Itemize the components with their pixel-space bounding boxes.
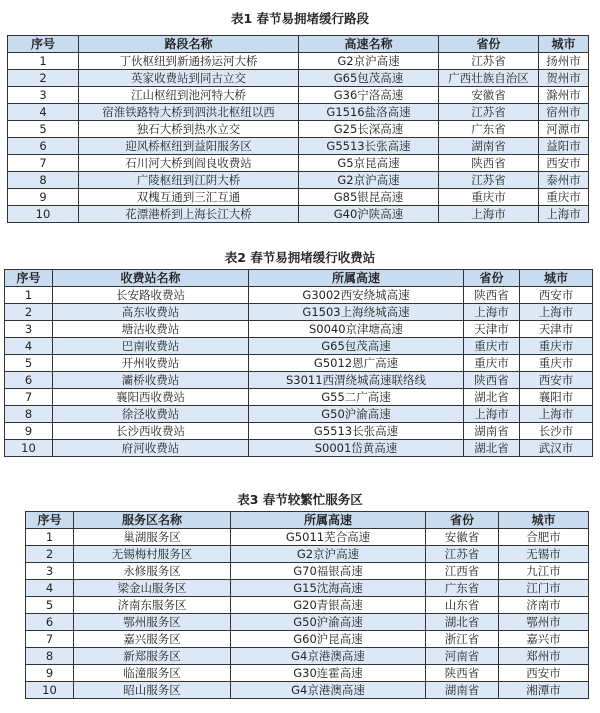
column-header-name: 路段名称 <box>79 36 299 53</box>
cell-index: 6 <box>26 614 74 631</box>
cell-highway: S3011西渭绕城高速联络线 <box>249 372 464 389</box>
cell-index: 3 <box>5 321 53 338</box>
cell-highway: G25长深高速 <box>299 121 439 138</box>
cell-name: 长沙西收费站 <box>53 423 249 440</box>
cell-city: 襄阳市 <box>520 389 593 406</box>
cell-province: 陕西省 <box>439 155 539 172</box>
cell-name: 石川河大桥到阎良收费站 <box>79 155 299 172</box>
cell-index: 1 <box>8 53 79 70</box>
column-header-city: 城市 <box>520 270 593 287</box>
table-row <box>26 597 589 614</box>
cell-highway: G30连霍高速 <box>231 665 426 682</box>
cell-index: 4 <box>8 104 79 121</box>
cell-index: 3 <box>26 563 74 580</box>
cell-highway: G50沪渝高速 <box>249 406 464 423</box>
cell-highway: G36宁洛高速 <box>299 87 439 104</box>
cell-name: 开州收费站 <box>53 355 249 372</box>
cell-city: 西安市 <box>499 665 589 682</box>
cell-highway: G5513长张高速 <box>249 423 464 440</box>
cell-index: 2 <box>26 546 74 563</box>
table-row <box>8 53 589 70</box>
cell-name: 花漂港桥到上海长江大桥 <box>79 206 299 223</box>
column-header-name: 服务区名称 <box>74 512 231 529</box>
cell-index: 10 <box>26 682 74 699</box>
cell-province: 安徽省 <box>439 87 539 104</box>
cell-name: 梁金山服务区 <box>74 580 231 597</box>
table-row <box>8 70 589 87</box>
column-header-city: 城市 <box>539 36 589 53</box>
cell-name: 长安路收费站 <box>53 287 249 304</box>
cell-index: 1 <box>26 529 74 546</box>
cell-index: 4 <box>5 338 53 355</box>
cell-city: 西安市 <box>520 287 593 304</box>
cell-highway: G2京沪高速 <box>231 546 426 563</box>
cell-index: 2 <box>8 70 79 87</box>
cell-city: 益阳市 <box>539 138 589 155</box>
cell-province: 山东省 <box>426 597 499 614</box>
cell-province: 重庆市 <box>439 189 539 206</box>
column-header-province: 省份 <box>464 270 520 287</box>
cell-province: 湖南省 <box>439 138 539 155</box>
cell-province: 江苏省 <box>426 546 499 563</box>
cell-name: 高东收费站 <box>53 304 249 321</box>
cell-highway: G1516盐洛高速 <box>299 104 439 121</box>
cell-city: 贺州市 <box>539 70 589 87</box>
table3 <box>25 511 589 699</box>
table-row <box>8 104 589 121</box>
cell-highway: G5京昆高速 <box>299 155 439 172</box>
column-header-province: 省份 <box>439 36 539 53</box>
cell-highway: G15沈海高速 <box>231 580 426 597</box>
table-row <box>5 355 593 372</box>
cell-name: 府河收费站 <box>53 440 249 457</box>
table-row <box>26 682 589 699</box>
cell-province: 上海市 <box>464 304 520 321</box>
table-row <box>8 155 589 172</box>
cell-name: 塘沽收费站 <box>53 321 249 338</box>
column-header-highway: 所属高速 <box>249 270 464 287</box>
table-row <box>5 338 593 355</box>
cell-highway: G40沪陕高速 <box>299 206 439 223</box>
table-row <box>5 304 593 321</box>
cell-city: 上海市 <box>520 406 593 423</box>
table-header-row <box>5 270 593 287</box>
cell-index: 9 <box>8 189 79 206</box>
cell-highway: G5012恩广高速 <box>249 355 464 372</box>
table2 <box>4 269 593 457</box>
cell-province: 湖北省 <box>464 389 520 406</box>
cell-city: 重庆市 <box>520 355 593 372</box>
cell-index: 8 <box>26 648 74 665</box>
cell-highway: G4京港澳高速 <box>231 648 426 665</box>
cell-index: 9 <box>26 665 74 682</box>
table-row <box>5 406 593 423</box>
cell-city: 宿州市 <box>539 104 589 121</box>
cell-highway: G65包茂高速 <box>299 70 439 87</box>
cell-city: 鄂州市 <box>499 614 589 631</box>
table3-body <box>26 512 589 699</box>
cell-index: 10 <box>5 440 53 457</box>
cell-index: 7 <box>5 389 53 406</box>
cell-name: 徐泾收费站 <box>53 406 249 423</box>
cell-highway: G20青银高速 <box>231 597 426 614</box>
cell-province: 江苏省 <box>439 53 539 70</box>
cell-index: 8 <box>5 406 53 423</box>
cell-province: 河南省 <box>426 648 499 665</box>
cell-city: 武汉市 <box>520 440 593 457</box>
cell-name: 宿淮铁路特大桥到泗洪北枢纽以西 <box>79 104 299 121</box>
cell-city: 西安市 <box>539 155 589 172</box>
table-row <box>8 172 589 189</box>
cell-province: 湖北省 <box>464 440 520 457</box>
cell-name: 嘉兴服务区 <box>74 631 231 648</box>
table1-caption: 表1 春节易拥堵缓行路段 <box>230 11 370 26</box>
cell-name: 丁伙枢纽到新通扬运河大桥 <box>79 53 299 70</box>
cell-index: 7 <box>26 631 74 648</box>
cell-index: 6 <box>5 372 53 389</box>
column-header-province: 省份 <box>426 512 499 529</box>
table-row <box>26 529 589 546</box>
cell-highway: G5513长张高速 <box>299 138 439 155</box>
cell-index: 5 <box>26 597 74 614</box>
cell-name: 独石大桥到热水立交 <box>79 121 299 138</box>
cell-highway: G60沪昆高速 <box>231 631 426 648</box>
column-header-highway: 高速名称 <box>299 36 439 53</box>
cell-province: 重庆市 <box>464 338 520 355</box>
table1-body <box>8 36 589 223</box>
cell-city: 合肥市 <box>499 529 589 546</box>
table-row <box>8 87 589 104</box>
cell-province: 上海市 <box>464 406 520 423</box>
table-row <box>5 372 593 389</box>
cell-name: 昭山服务区 <box>74 682 231 699</box>
cell-name: 济南东服务区 <box>74 597 231 614</box>
cell-province: 浙江省 <box>426 631 499 648</box>
cell-name: 巴南收费站 <box>53 338 249 355</box>
table-row <box>5 287 593 304</box>
cell-index: 9 <box>5 423 53 440</box>
cell-province: 江西省 <box>426 563 499 580</box>
cell-province: 安徽省 <box>426 529 499 546</box>
cell-province: 湖南省 <box>426 682 499 699</box>
cell-highway: S0001岱黄高速 <box>249 440 464 457</box>
cell-name: 英家收费站到同古立交 <box>79 70 299 87</box>
table-row <box>8 189 589 206</box>
cell-province: 陕西省 <box>464 372 520 389</box>
cell-highway: G3002西安绕城高速 <box>249 287 464 304</box>
cell-city: 郑州市 <box>499 648 589 665</box>
cell-name: 江山枢纽到池河特大桥 <box>79 87 299 104</box>
cell-highway: G4京港澳高速 <box>231 682 426 699</box>
cell-province: 湖南省 <box>464 423 520 440</box>
table-row <box>26 631 589 648</box>
cell-index: 8 <box>8 172 79 189</box>
cell-province: 上海市 <box>439 206 539 223</box>
table-row <box>5 440 593 457</box>
cell-name: 襄阳西收费站 <box>53 389 249 406</box>
cell-province: 广西壮族自治区 <box>439 70 539 87</box>
column-header-name: 收费站名称 <box>53 270 249 287</box>
cell-highway: G5011芜合高速 <box>231 529 426 546</box>
cell-name: 新郑服务区 <box>74 648 231 665</box>
cell-city: 济南市 <box>499 597 589 614</box>
cell-city: 滁州市 <box>539 87 589 104</box>
cell-name: 鄂州服务区 <box>74 614 231 631</box>
cell-province: 广东省 <box>439 121 539 138</box>
cell-province: 湖北省 <box>426 614 499 631</box>
table2-caption: 表2 春节易拥堵缓行收费站 <box>224 250 376 265</box>
cell-city: 泰州市 <box>539 172 589 189</box>
column-header-index: 序号 <box>8 36 79 53</box>
cell-index: 2 <box>5 304 53 321</box>
cell-city: 扬州市 <box>539 53 589 70</box>
table-row <box>8 206 589 223</box>
cell-name: 无锡梅村服务区 <box>74 546 231 563</box>
table-row <box>26 580 589 597</box>
cell-highway: G55二广高速 <box>249 389 464 406</box>
cell-index: 4 <box>26 580 74 597</box>
table-row <box>26 546 589 563</box>
column-header-highway: 所属高速 <box>231 512 426 529</box>
cell-city: 嘉兴市 <box>499 631 589 648</box>
cell-highway: G1503上海绕城高速 <box>249 304 464 321</box>
cell-city: 湘潭市 <box>499 682 589 699</box>
cell-index: 10 <box>8 206 79 223</box>
cell-province: 天津市 <box>464 321 520 338</box>
cell-province: 广东省 <box>426 580 499 597</box>
cell-city: 九江市 <box>499 563 589 580</box>
cell-province: 江苏省 <box>439 104 539 121</box>
column-header-index: 序号 <box>26 512 74 529</box>
table-row <box>5 423 593 440</box>
cell-city: 上海市 <box>539 206 589 223</box>
cell-highway: G2京沪高速 <box>299 172 439 189</box>
cell-city: 无锡市 <box>499 546 589 563</box>
cell-city: 江门市 <box>499 580 589 597</box>
column-header-index: 序号 <box>5 270 53 287</box>
cell-province: 江苏省 <box>439 172 539 189</box>
cell-city: 重庆市 <box>520 338 593 355</box>
cell-city: 河源市 <box>539 121 589 138</box>
cell-name: 广陵枢纽到江阴大桥 <box>79 172 299 189</box>
cell-name: 迎风桥枢纽到益阳服务区 <box>79 138 299 155</box>
cell-index: 1 <box>5 287 53 304</box>
cell-highway: G85银昆高速 <box>299 189 439 206</box>
cell-name: 巢湖服务区 <box>74 529 231 546</box>
cell-name: 临潼服务区 <box>74 665 231 682</box>
column-header-city: 城市 <box>499 512 589 529</box>
table-row <box>26 665 589 682</box>
cell-city: 长沙市 <box>520 423 593 440</box>
table-row <box>8 138 589 155</box>
table-header-row <box>26 512 589 529</box>
table3-caption: 表3 春节较繁忙服务区 <box>237 492 363 507</box>
table2-body <box>5 270 593 457</box>
table-row <box>26 648 589 665</box>
cell-city: 重庆市 <box>539 189 589 206</box>
cell-index: 3 <box>8 87 79 104</box>
table1 <box>7 35 589 223</box>
table-row <box>26 563 589 580</box>
table-row <box>26 614 589 631</box>
cell-city: 天津市 <box>520 321 593 338</box>
cell-name: 双槐互通到三汇互通 <box>79 189 299 206</box>
cell-highway: G2京沪高速 <box>299 53 439 70</box>
table-row <box>5 321 593 338</box>
cell-highway: G50沪渝高速 <box>231 614 426 631</box>
cell-name: 永修服务区 <box>74 563 231 580</box>
table-row <box>5 389 593 406</box>
cell-city: 西安市 <box>520 372 593 389</box>
cell-province: 陕西省 <box>426 665 499 682</box>
cell-city: 上海市 <box>520 304 593 321</box>
cell-index: 6 <box>8 138 79 155</box>
cell-highway: G65包茂高速 <box>249 338 464 355</box>
cell-highway: S0040京津塘高速 <box>249 321 464 338</box>
cell-highway: G70福银高速 <box>231 563 426 580</box>
cell-province: 重庆市 <box>464 355 520 372</box>
cell-index: 5 <box>5 355 53 372</box>
table-row <box>8 121 589 138</box>
cell-index: 7 <box>8 155 79 172</box>
table-header-row <box>8 36 589 53</box>
cell-index: 5 <box>8 121 79 138</box>
cell-province: 陕西省 <box>464 287 520 304</box>
cell-name: 灞桥收费站 <box>53 372 249 389</box>
